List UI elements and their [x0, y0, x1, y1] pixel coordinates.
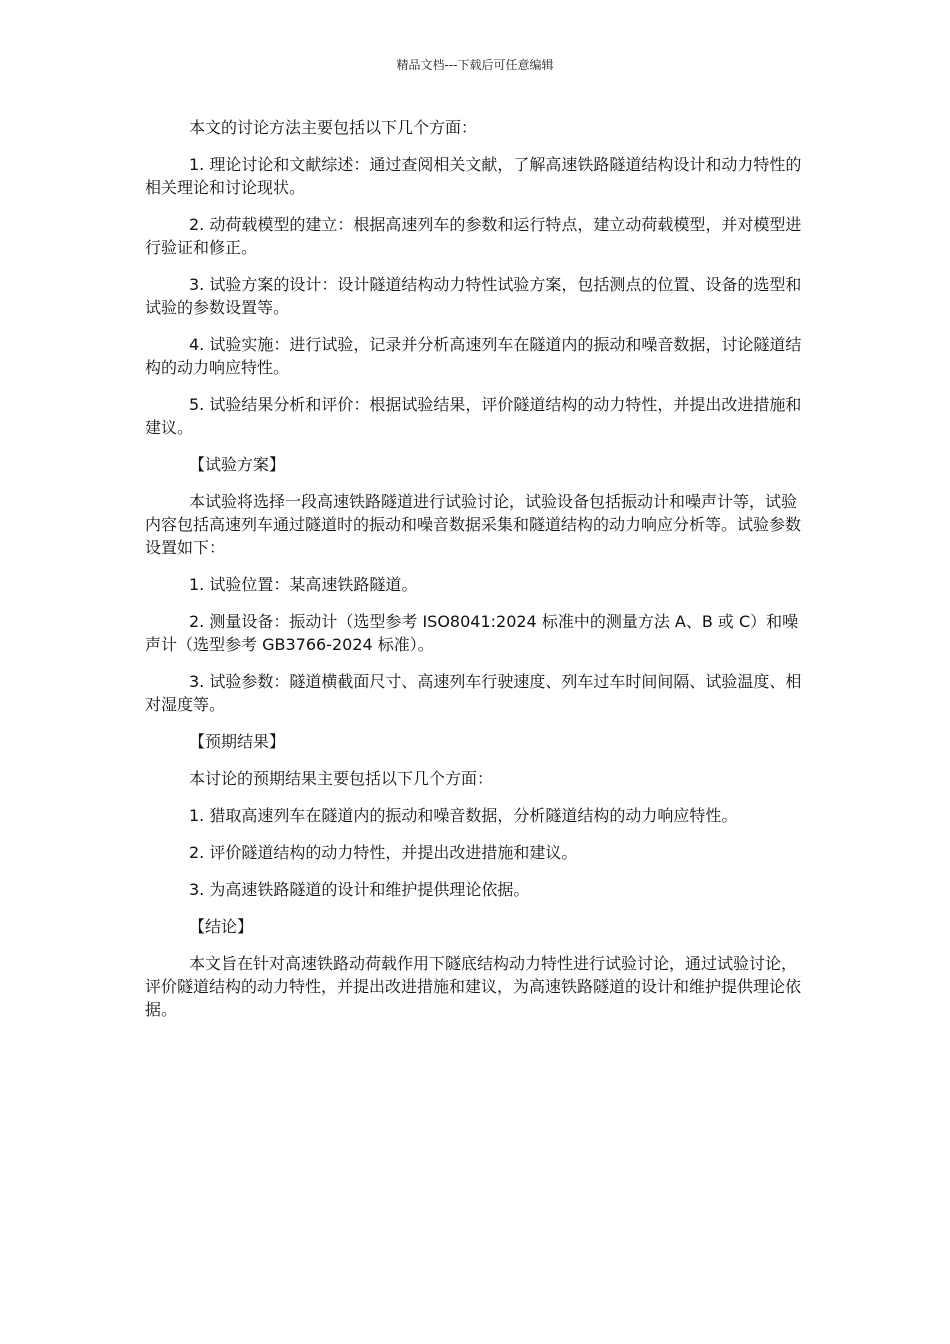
paragraph: 本文旨在针对高速铁路动荷载作用下隧底结构动力特性进行试验讨论，通过试验讨论，评价隧道结构的动力特性，并提出改进措施和建议，为高速铁路隧道的设计和维护提供理论依据。 [145, 954, 802, 1019]
paragraph: 1. 理论讨论和文献综述：通过查阅相关文献，了解高速铁路隧道结构设计和动力特性的相关理论和讨论现状。 [145, 155, 802, 197]
paragraph: 本文的讨论方法主要包括以下几个方面： [189, 118, 478, 137]
paragraph: 3. 为高速铁路隧道的设计和维护提供理论依据。 [189, 880, 530, 899]
page-header: 精品文档---下载后可任意编辑 [396, 58, 554, 72]
paragraph: 5. 试验结果分析和评价：根据试验结果，评价隧道结构的动力特性，并提出改进措施和建议。 [145, 395, 802, 437]
section-heading: 【预期结果】 [189, 732, 286, 751]
paragraph: 3. 试验参数：隧道横截面尺寸、高速列车行驶速度、列车过车时间间隔、试验温度、相对湿度等。 [145, 672, 802, 714]
paragraph: 2. 评价隧道结构的动力特性，并提出改进措施和建议。 [189, 843, 578, 862]
paragraph: 本试验将选择一段高速铁路隧道进行试验讨论，试验设备包括振动计和噪声计等，试验内容包括高速列车通过隧道时的振动和噪音数据采集和隧道结构的动力响应分析等。试验参数设置如下： [145, 492, 802, 557]
section-heading: 【试验方案】 [189, 455, 286, 474]
paragraph: 本讨论的预期结果主要包括以下几个方面： [189, 769, 494, 788]
paragraph: 3. 试验方案的设计：设计隧道结构动力特性试验方案，包括测点的位置、设备的选型和试验的参数设置等。 [145, 275, 802, 317]
paragraph: 2. 动荷载模型的建立：根据高速列车的参数和运行特点，建立动荷载模型，并对模型进行验证和修正。 [145, 215, 802, 257]
section-heading: 【结论】 [189, 917, 254, 936]
document-body [145, 116, 805, 1021]
paragraph: 1. 试验位置：某高速铁路隧道。 [189, 575, 418, 594]
paragraph: 2. 测量设备：振动计（选型参考 ISO8041:2024 标准中的测量方法 A、B 或 C）和噪声计（选型参考 GB3766-2024 标准）。 [145, 612, 799, 654]
paragraph: 1. 猎取高速列车在隧道内的振动和噪音数据，分析隧道结构的动力响应特性。 [189, 806, 738, 825]
paragraph: 4. 试验实施：进行试验，记录并分析高速列车在隧道内的振动和噪音数据，讨论隧道结构的动力响应特性。 [145, 335, 802, 377]
